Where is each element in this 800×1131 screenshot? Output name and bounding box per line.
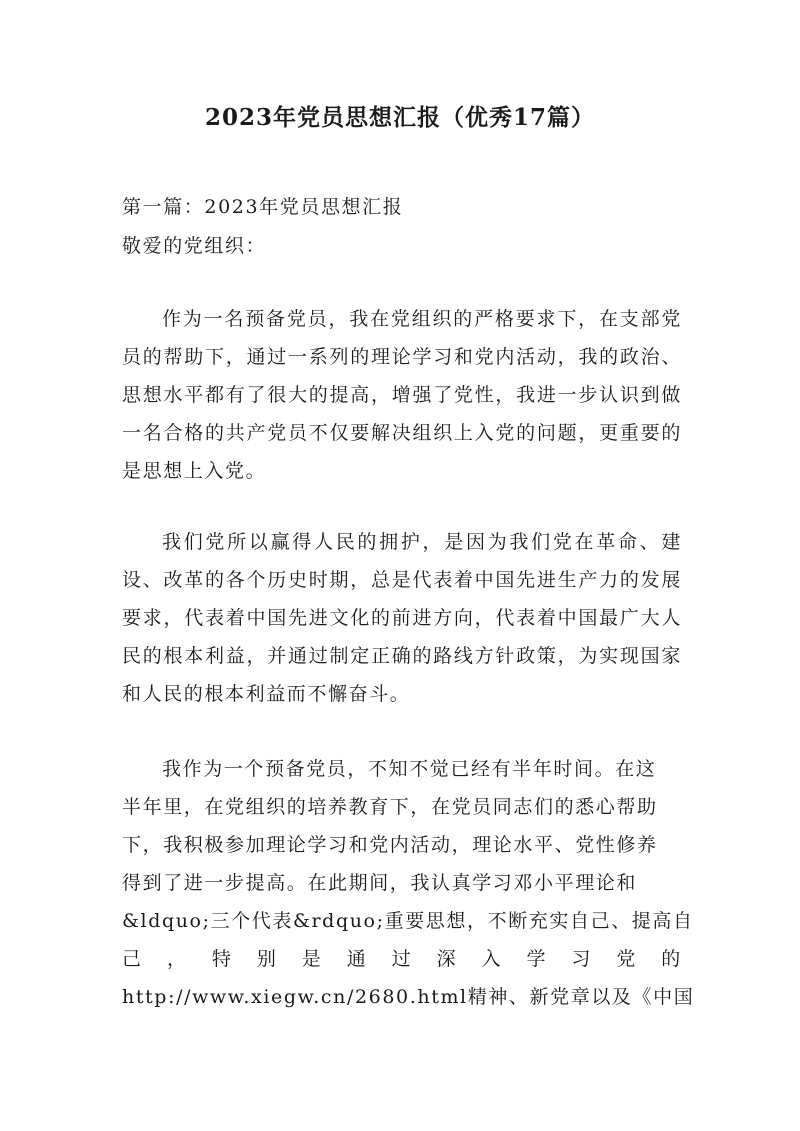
paragraph-3-line-7: http://www.xiegw.cn/2680.html精神、新党章以及《中国 (122, 986, 695, 1008)
spread-char: 通 (346, 948, 368, 970)
spread-char: 学 (526, 948, 548, 970)
spread-char: 的 (661, 948, 682, 970)
paragraph-3-line-3: 下，我积极参加理论学习和党内活动，理论水平、党性修养 (122, 834, 658, 856)
spread-char: ， (166, 948, 188, 970)
spread-char: 党 (616, 948, 637, 970)
paragraph-3-line-1: 我作为一个预备党员，不知不觉已经有半年时间。在这 (162, 758, 657, 780)
paragraph-3-line-5: &ldquo;三个代表&rdquo;重要思想，不断充实自己、提高自 (122, 910, 694, 932)
paragraph-3-line-4: 得到了进一步提高。在此期间，我认真学习邓小平理论和 (122, 872, 638, 894)
spread-char: 别 (256, 948, 278, 970)
paragraph-3-line-6 (122, 940, 682, 978)
spread-char: 入 (481, 948, 503, 970)
paragraph-3-line-2: 半年里，在党组织的培养教育下，在党员同志们的悉心帮助 (122, 796, 658, 818)
spread-char: 己 (122, 948, 143, 970)
spread-char: 是 (301, 948, 323, 970)
section-subhead: 第一篇：2023年党员思想汇报 (122, 196, 404, 218)
paragraph-1: 作为一名预备党员，我在党组织的严格要求下，在支部党员的帮助下，通过一系列的理论学习和党内活动，我的政治、思想水平都有了很大的提高，增强了党性，我进一步认识到做一名合格的共产党员不仅要解决组织上入党的问题，更重要的是思想上入党。 (122, 308, 682, 482)
salutation: 敬爱的党组织： (122, 235, 267, 257)
spread-char: 过 (391, 948, 413, 970)
spread-char: 习 (571, 948, 592, 970)
paragraph-3 (122, 750, 695, 1016)
spread-char: 深 (436, 948, 458, 970)
paragraph-2: 我们党所以赢得人民的拥护，是因为我们党在革命、建设、改革的各个历史时期，总是代表着中国先进生产力的发展要求，代表着中国先进文化的前进方向，代表着中国最广大人民的根本利益，并通过制定正确的路线方针政策，为实现国家和人民的根本利益而不懈奋斗。 (122, 531, 682, 705)
document-title: 2023年党员思想汇报（优秀17篇） (204, 104, 596, 131)
spread-char: 特 (211, 948, 233, 970)
